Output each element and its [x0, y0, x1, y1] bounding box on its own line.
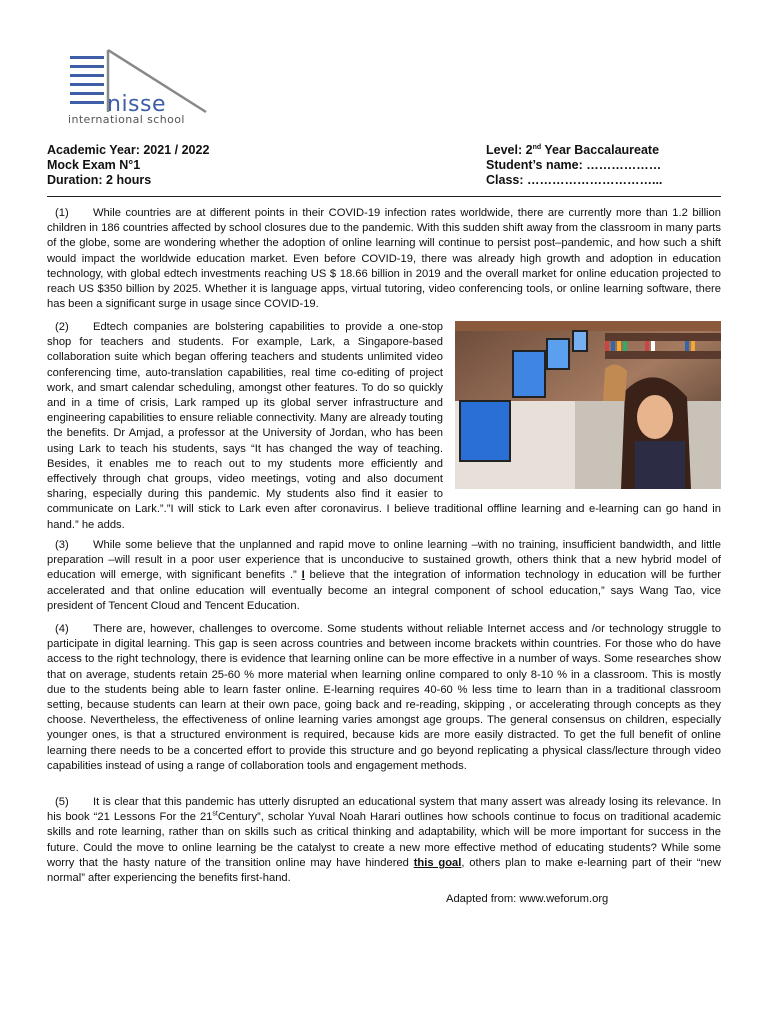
underlined-phrase: this goal [413, 856, 462, 869]
paragraph-number: (5) [55, 796, 69, 808]
paragraph-2 [47, 320, 721, 533]
underlined-word: I [301, 569, 305, 582]
paragraph-text: While countries are at different points in their COVID-19 infection rates worldwide, there are currently more than 1.2 billion children in 186 countries affected by school closures due to the pandemic. With this sudden shift away from the classroom in many parts of the globe, some are wondering whether the adoption of online learning will continue to persist post–pandemic, and how such a shift would impact the worldwide education market. Even before COVID-19, there was already high growth and adoption in education technology, with global edtech investments reaching US $ 18.66 billion in 2019 and the overall market for online education projected to reach US $350 billion by 2025. Whether it is language apps, virtual tutoring, video conferencing tools, or online learning software, there has been a significant surge in usage since COVID-19. [47, 207, 721, 311]
academic-year: Academic Year: 2021 / 2022 [47, 143, 210, 157]
class-field: Class: …………………………... [486, 173, 663, 187]
mock-exam-number: Mock Exam N°1 [47, 158, 141, 172]
exam-info [47, 143, 209, 188]
paragraph-text: Edtech companies are bolstering capabilities to provide a one-stop shop for teachers and students. For example, Lark, a Singapore-based collaboration suite which began offering teachers and students unlimited video conferencing time, auto-translation capabilities, real time co-editing of project work, and smart calendar scheduling, amongst other features. To do so quickly and in a time of crisis, Lark ramped up its global server infrastructure and engineering capabilities to ensure reliable connectivity. Many are already touting the benefits. Dr Amjad, a professor at the University of Jordan, who has been using Lark to teach his students, says “It has changed the way of teaching. Besides, it enables me to reach out to my students more efficiently and effectively through chat groups, video meetings, voting and also document sharing, especially during this pandemic. My students also find it easier to communicate on Lark.”.”I will stick to Lark even after coronavirus. I believe traditional offline learning and e-learning can go hand in hand.” he adds. [47, 321, 721, 531]
paragraph-number: (1) [55, 207, 69, 219]
paragraph-number: (2) [55, 321, 69, 333]
paragraph-number: (4) [55, 623, 69, 635]
duration: Duration: 2 hours [47, 173, 152, 187]
level: Level: 2nd Year Baccalaureate [486, 143, 660, 157]
student-name-field: Student’s name: ……………… [486, 158, 662, 172]
paragraph-1 [47, 206, 721, 312]
paragraph-5: (5) It is clear that this pandemic has utterly disrupted an educational system that many assert was already losing its relevance. In his book “21 Lessons For the 21stCentury”, scholar Yuval Noah Harari outlines how schools continue to focus on traditional academic skills and rote learning, rather than on skills such as critical thinking and adaptability, which will be more important for success in the future. Could the move to online learning be the catalyst to create a new more effective method of educating students? While some worry that the hasty nature of the transition online may have hindered this goal, others plan to make e-learning part of their “new normal” after experiencing the benefits first-hand. [47, 796, 721, 885]
paragraph-3: (3) While some believe that the unplanned and rapid move to online learning –with no training, insufficient bandwidth, and little preparation –will result in a poor user experience that is unconducive to sustained growth, others think that a new hybrid model of education will emerge, with significant benefits .” I believe that the integration of information technology in education will be further accelerated and that online education will eventually become an integral component of school education,” says Wang Tao, vice president of Tencent Cloud and Tencent Education. [47, 539, 721, 612]
paragraph-text: There are, however, challenges to overcome. Some students without reliable Internet access and /or technology struggle to participate in digital learning. This gap is seen across countries and between income brackets within countries. For those who do have access to the right technology, there is evidence that learning online can be more effective in a number of ways. Some researches show that on average, students retain 25-60 % more material when learning online compared to only 8-10 % in a classroom. This is mostly due to the students being able to learn faster online. E-learning requires 40-60 % less time to learn than in a traditional classroom setting, because students can learn at their own pace, going back and re-reading, skipping , or accelerating through concepts as they choose. Nevertheless, the effectiveness of online learning varies amongst age groups. The general consensus on children, especially younger ones, is that a structured environment is required, because kids are more easily distracted. To get the full benefit of online learning there needs to be a concerted effort to provide this structure and go beyond replicating a physical class/lecture through video capabilities instead of using a range of collaboration tools and engagement methods. [47, 623, 721, 772]
paragraph-number: (3) [55, 539, 69, 551]
logo-subtitle: international school [68, 113, 185, 126]
classroom-photo [455, 321, 721, 489]
header-divider [47, 196, 721, 197]
paragraph-4 [47, 622, 721, 774]
student-info [486, 143, 662, 188]
logo-wordmark: nisse [107, 92, 167, 117]
source-citation: Adapted from: www.weforum.org [446, 893, 609, 905]
